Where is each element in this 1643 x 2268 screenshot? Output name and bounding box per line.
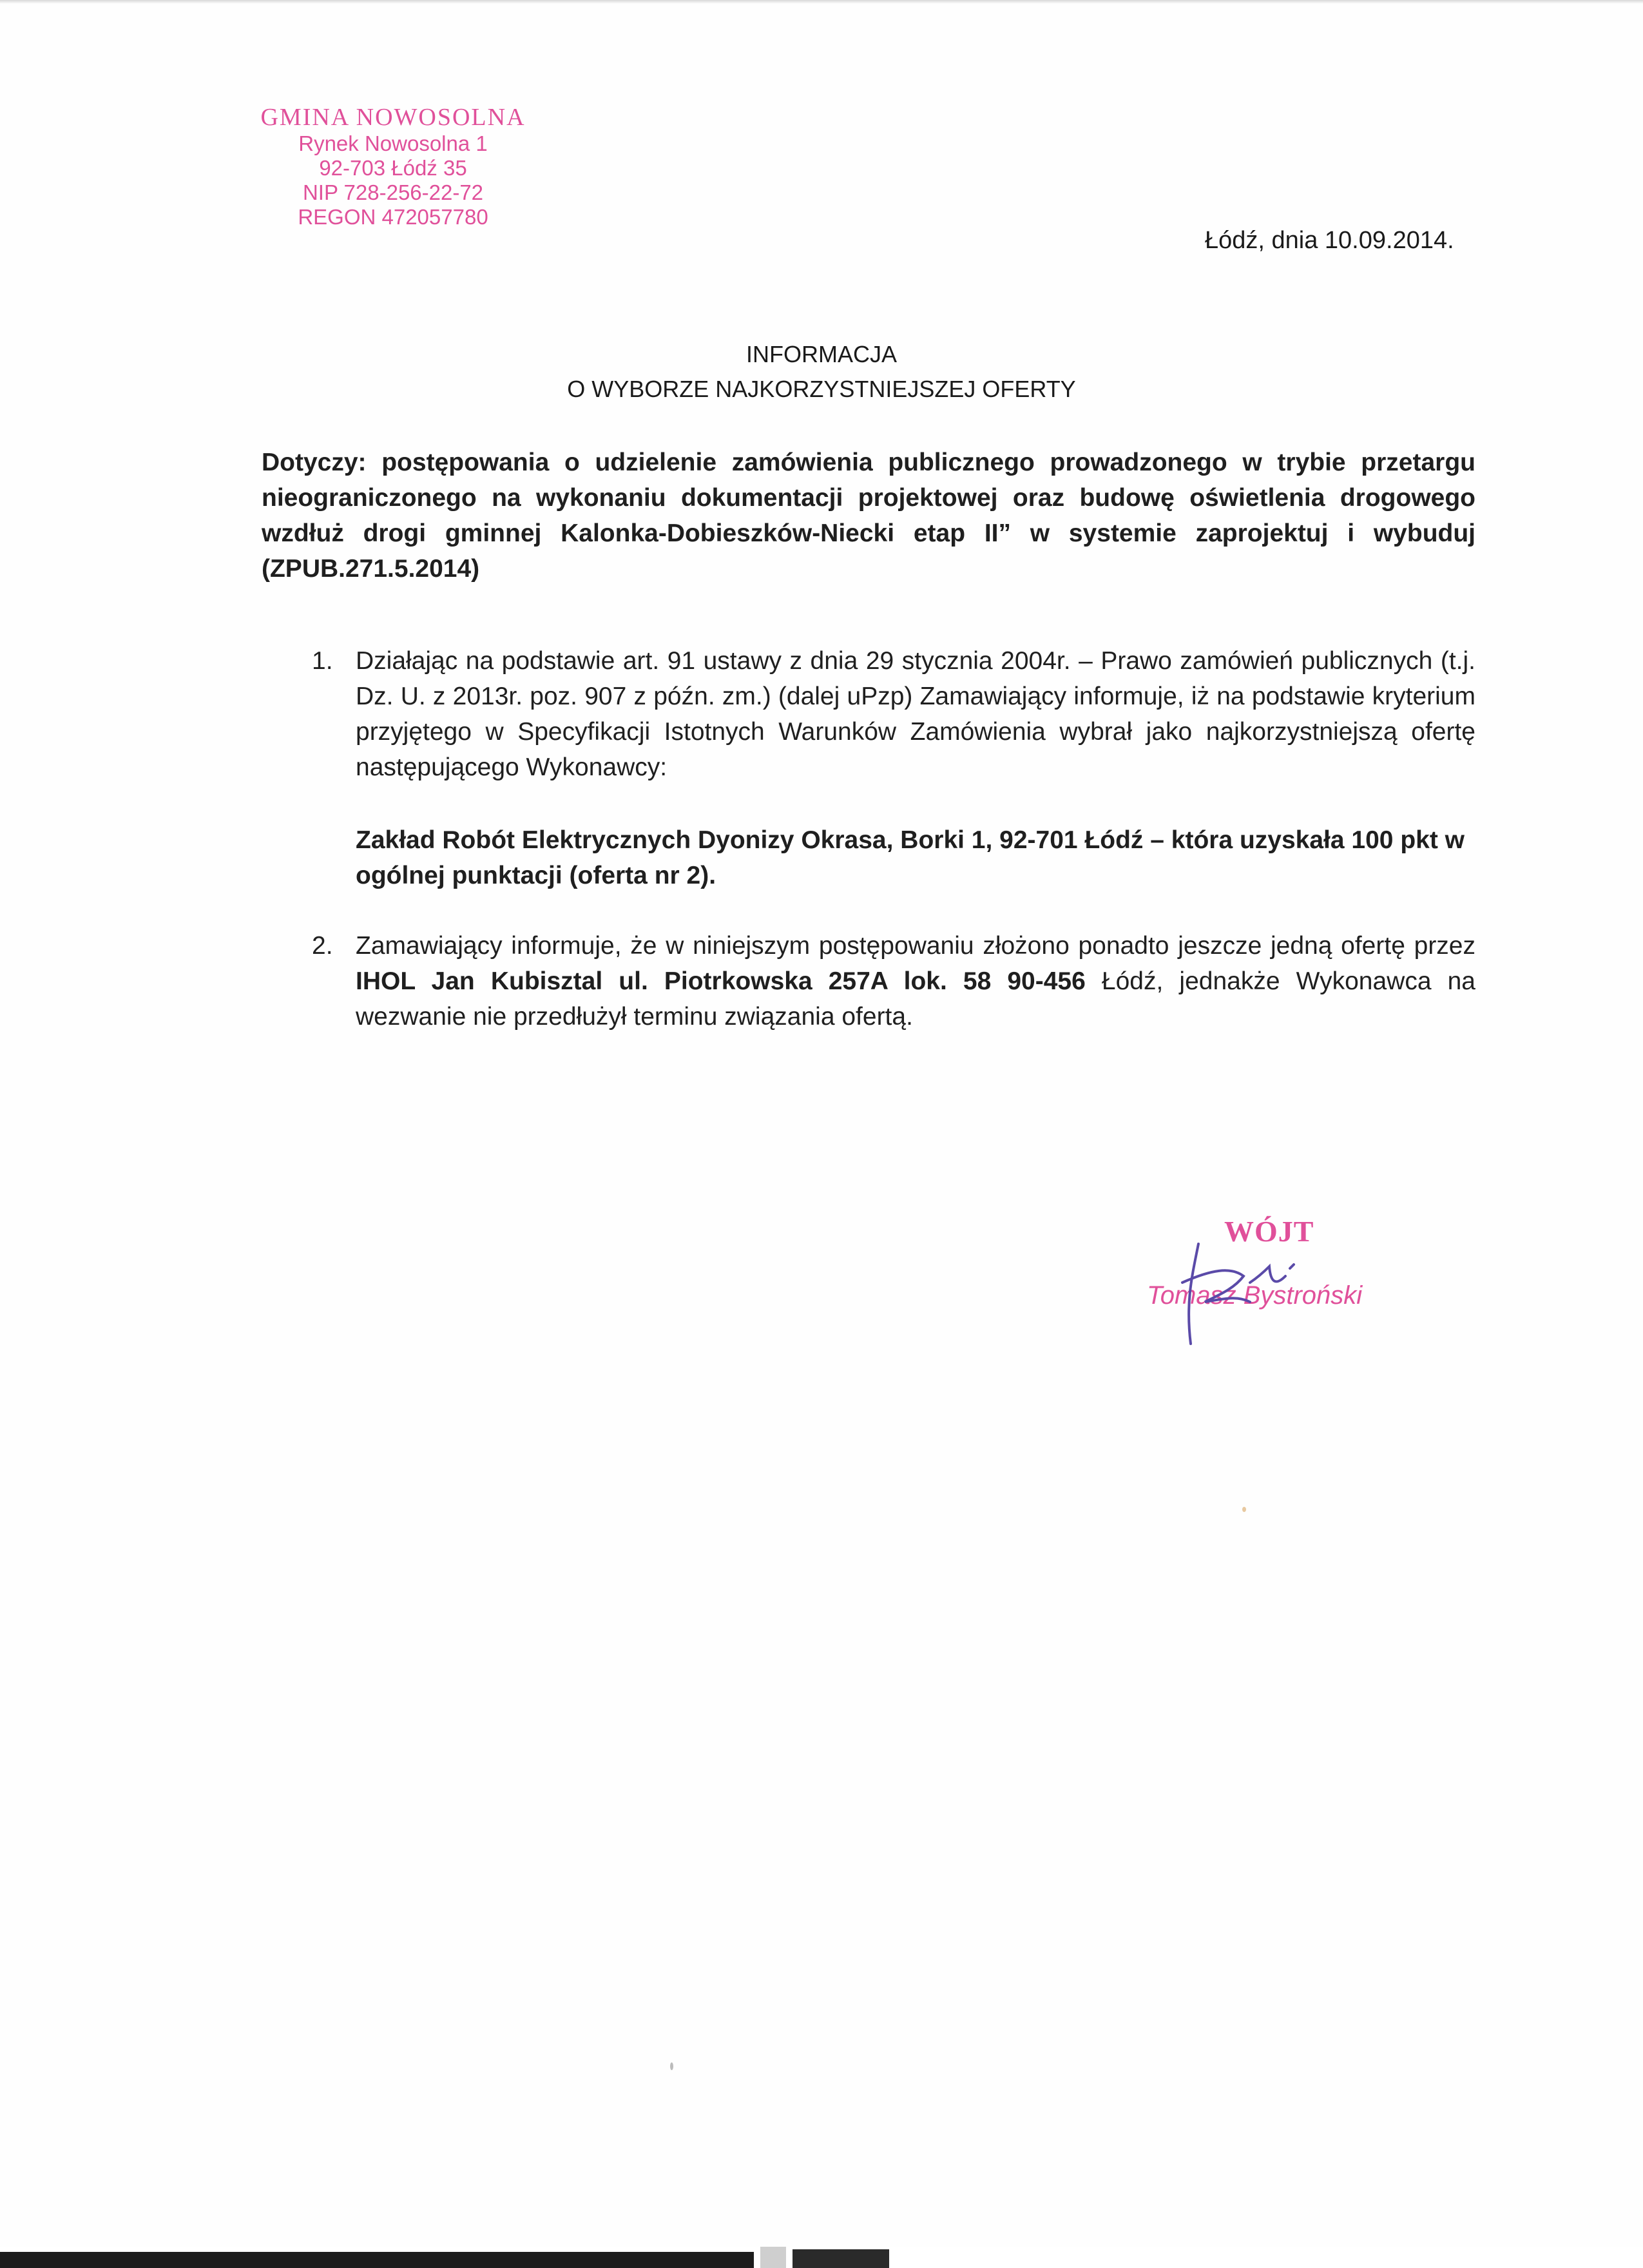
stamp-title: GMINA NOWOSOLNA	[260, 104, 526, 131]
handwritten-signature-icon	[1121, 1205, 1392, 1353]
signature-stamp	[1121, 1205, 1392, 1353]
scan-bar-segment	[0, 2252, 754, 2268]
list-number-1: 1.	[312, 647, 333, 675]
stamp-address: Rynek Nowosolna 1	[298, 131, 488, 155]
stamp-regon: REGON 472057780	[298, 205, 488, 229]
list-text-2-bold: IHOL Jan Kubisztal ul. Piotrkowska 257A lok. 58 90-456	[356, 967, 1086, 995]
stamp-nip: NIP 728-256-22-72	[302, 180, 484, 204]
scan-bar-segment	[760, 2247, 786, 2268]
list-text-2-before: Zamawiający informuje, że w niniejszym postępowaniu złożono ponadto jeszcze jedną ofertę przez	[356, 932, 1475, 960]
list-text-2	[356, 928, 1475, 1034]
title-line-2: O WYBORZE NAJKORZYSTNIEJSZEJ OFERTY	[567, 376, 1076, 402]
scan-speck	[1242, 1507, 1246, 1512]
municipality-stamp	[245, 103, 541, 229]
document-date: Łódź, dnia 10.09.2014.	[1205, 227, 1454, 254]
scan-bottom-edge	[0, 2247, 1643, 2268]
list-text-1: Działając na podstawie art. 91 ustawy z dnia 29 stycznia 2004r. – Prawo zamówień publicznych (t.j. Dz. U. z 2013r. poz. 907 z późn. zm.) (dalej uPzp) Zamawiający informuje, iż na podstawie kryterium przyjętego w Specyfikacji Istotnych Warunków Zamówienia wybrał jako najkorzystniejszą ofertę następującego Wykonawcy:	[356, 647, 1475, 781]
signature-role: WÓJT	[1224, 1215, 1314, 1248]
list-number-2: 2.	[312, 932, 333, 960]
subject-paragraph: Dotyczy: postępowania o udzielenie zamówienia publicznego prowadzonego w trybie przetargu nieograniczonego na wykonaniu dokumentacji projektowej oraz budowę oświetlenia drogowego wzdłuż drogi gminnej Kalonka-Dobieszków-Niecki etap II” w systemie zaprojektuj i wybuduj (ZPUB.271.5.2014)	[262, 449, 1475, 583]
scan-bar-segment	[892, 2253, 1643, 2268]
signature-name: Tomasz Bystroński	[1147, 1281, 1363, 1310]
list-text-2-after: Łódź, jednakże Wykonawca na wezwanie nie przedłużył terminu związania ofertą.	[356, 967, 1475, 1031]
title-line-1: INFORMACJA	[746, 341, 897, 367]
document-title	[0, 337, 1643, 407]
selected-contractor: Zakład Robót Elektrycznych Dyonizy Okrasa, Borki 1, 92-701 Łódź – która uzyskała 100 pkt w ogólnej punktacji (oferta nr 2).	[356, 826, 1465, 889]
scan-speck	[670, 2062, 673, 2070]
scan-bar-segment	[793, 2249, 889, 2268]
stamp-postal: 92-703 Łódź 35	[319, 156, 467, 180]
scan-top-edge	[0, 0, 1643, 4]
